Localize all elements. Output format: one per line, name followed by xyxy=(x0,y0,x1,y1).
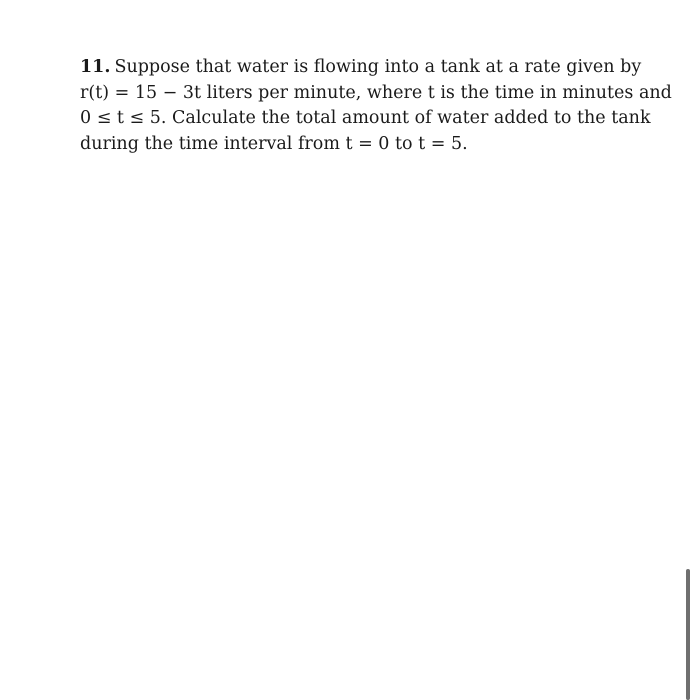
problem-line-2: r(t) = 15 − 3t liters per minute, where t is the time in minutes and xyxy=(80,82,672,103)
vertical-scrollbar[interactable] xyxy=(686,569,690,700)
problem-line-3: 0 ≤ t ≤ 5. Calculate the total amount of water added to the tank xyxy=(80,108,651,128)
problem-text-line-1: Suppose that water is flowing into a tank at a rate given by xyxy=(114,57,642,77)
problem-line-1 xyxy=(80,55,642,81)
problem-line-4: during the time interval from t = 0 to t = 5. xyxy=(80,133,468,154)
problem-11 xyxy=(80,55,672,157)
problem-number: 11. xyxy=(80,57,111,77)
